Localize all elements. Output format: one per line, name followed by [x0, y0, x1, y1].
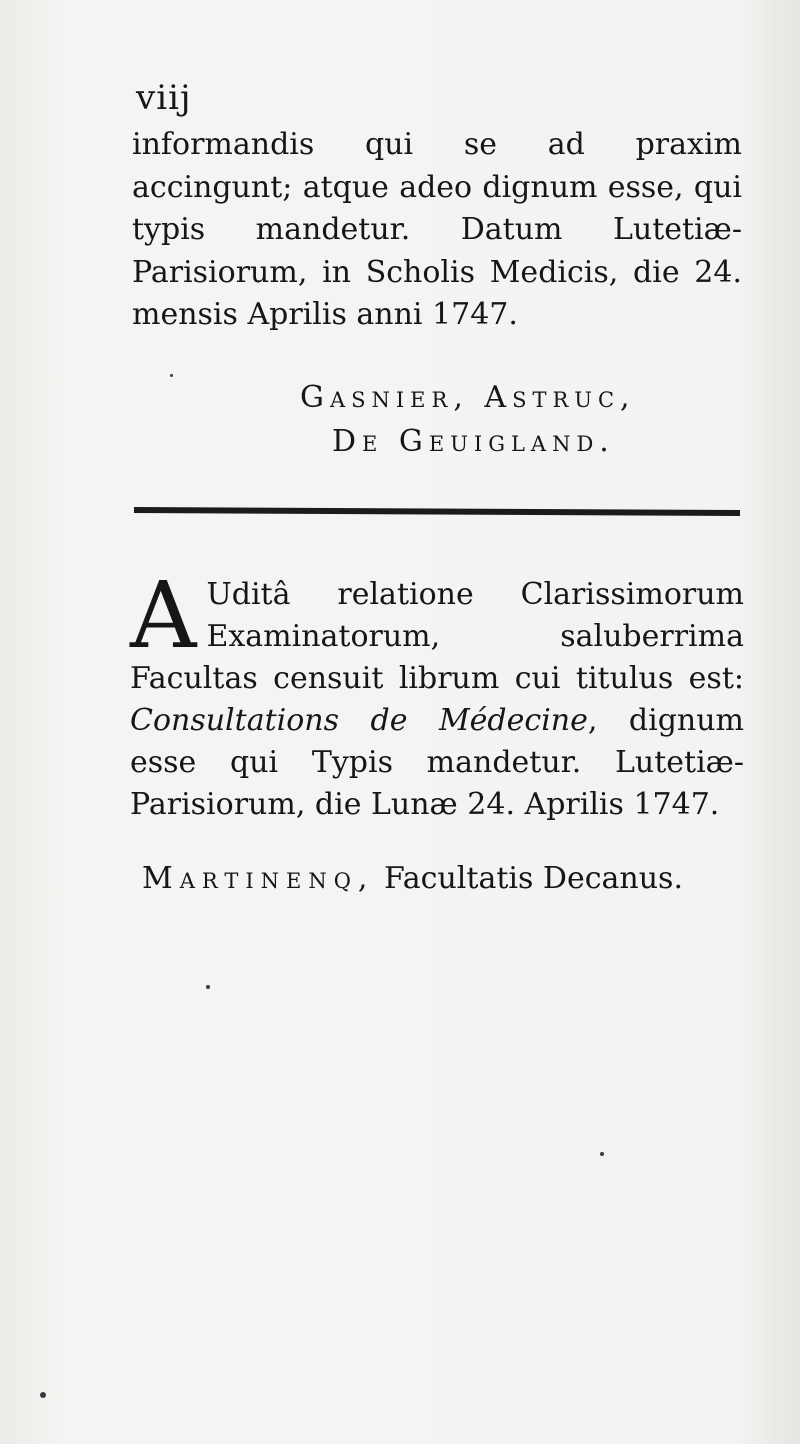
page-number: viij	[136, 78, 192, 118]
ink-speck	[600, 1152, 604, 1156]
book-title: Consultations de Médecine	[130, 703, 588, 738]
dean-role: Facultatis Decanus.	[384, 861, 683, 896]
dean-name: Martinenq,	[142, 861, 375, 896]
ink-speck	[40, 1392, 46, 1398]
dean-signature-line	[142, 858, 762, 900]
ink-speck	[206, 985, 210, 989]
decree-text-after-title: , dignum esse qui Typis mandetur. Lutetiæ-Parisiorum, die Lunæ 24. Aprilis 1747.	[130, 703, 744, 822]
decree-paragraph	[130, 562, 744, 826]
decree-text-before-title: Uditâ relatione Clarissimorum Examinatorum, saluberrima Facultas censuit librum cui titulus est:	[130, 577, 744, 696]
approval-paragraph: informandis qui se ad praxim accingunt; atque adeo dignum esse, qui typis mandetur. Datum Lutetiæ-Parisiorum, in Scholis Medicis, die 24. mensis Aprilis anni 1747.	[132, 127, 742, 332]
approval-signatories	[300, 376, 760, 464]
section-divider-rule	[134, 506, 740, 516]
ink-speck	[170, 374, 173, 377]
signatories-line-2: De Geuigland.	[332, 424, 615, 459]
signatories-line-1: Gasnier, Astruc,	[300, 380, 636, 415]
drop-cap-letter: A	[130, 562, 197, 669]
